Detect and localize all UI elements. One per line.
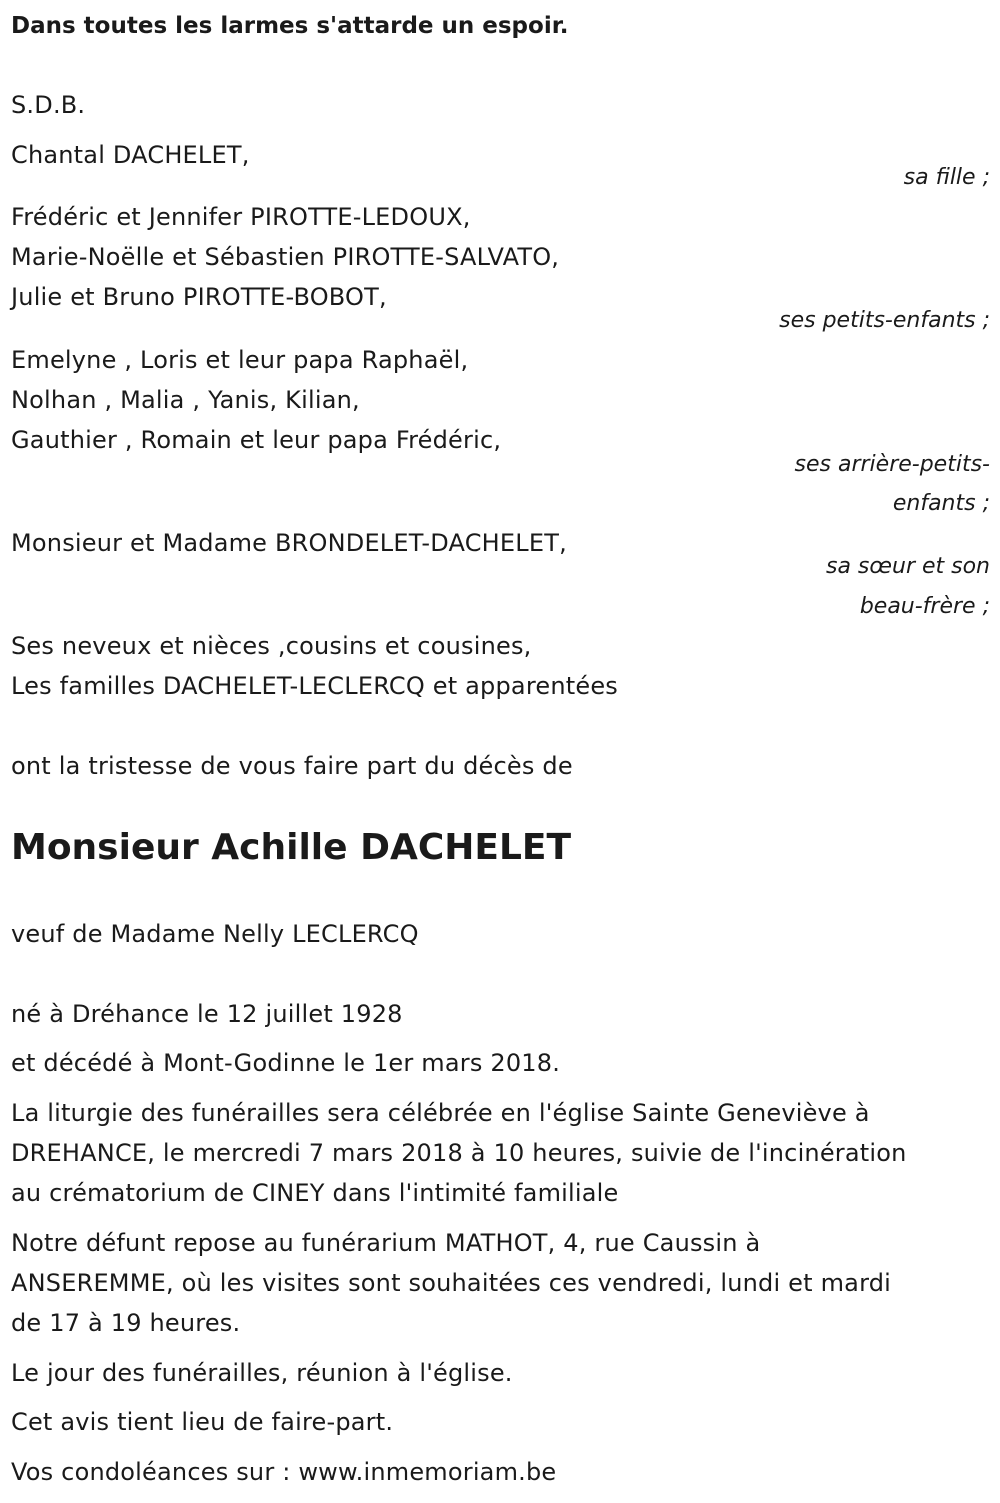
great-grandchild-line: Nolhan , Malia , Yanis, Kilian, [11,386,360,414]
grandchild-line: Julie et Bruno PIROTTE-BOBOT, [11,283,387,311]
liturgy-line: DREHANCE, le mercredi 7 mars 2018 à 10 heures, suivie de l'incinération [11,1139,907,1167]
rest-line: de 17 à 19 heures. [11,1309,241,1337]
rest-paragraph [11,1223,986,1343]
rest-line: Notre défunt repose au funérarium MATHOT, 4, rue Caussin à [11,1229,761,1257]
sister-name: Monsieur et Madame BRONDELET-DACHELET, [11,529,567,557]
birth-line: né à Dréhance le 12 juillet 1928 [11,1000,403,1028]
daughter-name: Chantal DACHELET, [11,141,250,169]
sister-relation: beau-frère ; [859,594,990,619]
great-grandchildren-relation: enfants ; [892,491,990,516]
liturgy-line: au crématorium de CINEY dans l'intimité familiale [11,1179,619,1207]
liturgy-line: La liturgie des funérailles sera célébrée en l'église Sainte Geneviève à [11,1099,870,1127]
family-line: Ses neveux et nièces ,cousins et cousines, [11,632,532,660]
meeting-line: Le jour des funérailles, réunion à l'église. [11,1359,513,1387]
sdb-line: S.D.B. [11,91,86,119]
family-line: Les familles DACHELET-LECLERCQ et apparentées [11,672,618,700]
grandchild-line: Frédéric et Jennifer PIROTTE-LEDOUX, [11,203,471,231]
deceased-name: Monsieur Achille DACHELET [11,827,572,868]
announcement-line: ont la tristesse de vous faire part du décès de [11,752,573,780]
sister-relation: sa sœur et son [825,554,990,579]
condolences-line: Vos condoléances sur : www.inmemoriam.be [11,1458,557,1486]
rest-line: ANSEREMME, où les visites sont souhaitées ces vendredi, lundi et mardi [11,1269,892,1297]
motto: Dans toutes les larmes s'attarde un espoir. [11,13,569,39]
death-line: et décédé à Mont-Godinne le 1er mars 2018. [11,1049,561,1077]
great-grandchild-line: Gauthier , Romain et leur papa Frédéric, [11,426,502,454]
great-grandchildren-relation: ses arrière-petits- [794,452,990,477]
daughter-relation: sa fille ; [903,165,990,190]
widower-line: veuf de Madame Nelly LECLERCQ [11,920,419,948]
notice-line: Cet avis tient lieu de faire-part. [11,1408,394,1436]
great-grandchild-line: Emelyne , Loris et leur papa Raphaël, [11,346,469,374]
grandchildren-relation: ses petits-enfants ; [779,308,990,333]
grandchild-line: Marie-Noëlle et Sébastien PIROTTE-SALVATO, [11,243,560,271]
liturgy-paragraph [11,1093,986,1213]
